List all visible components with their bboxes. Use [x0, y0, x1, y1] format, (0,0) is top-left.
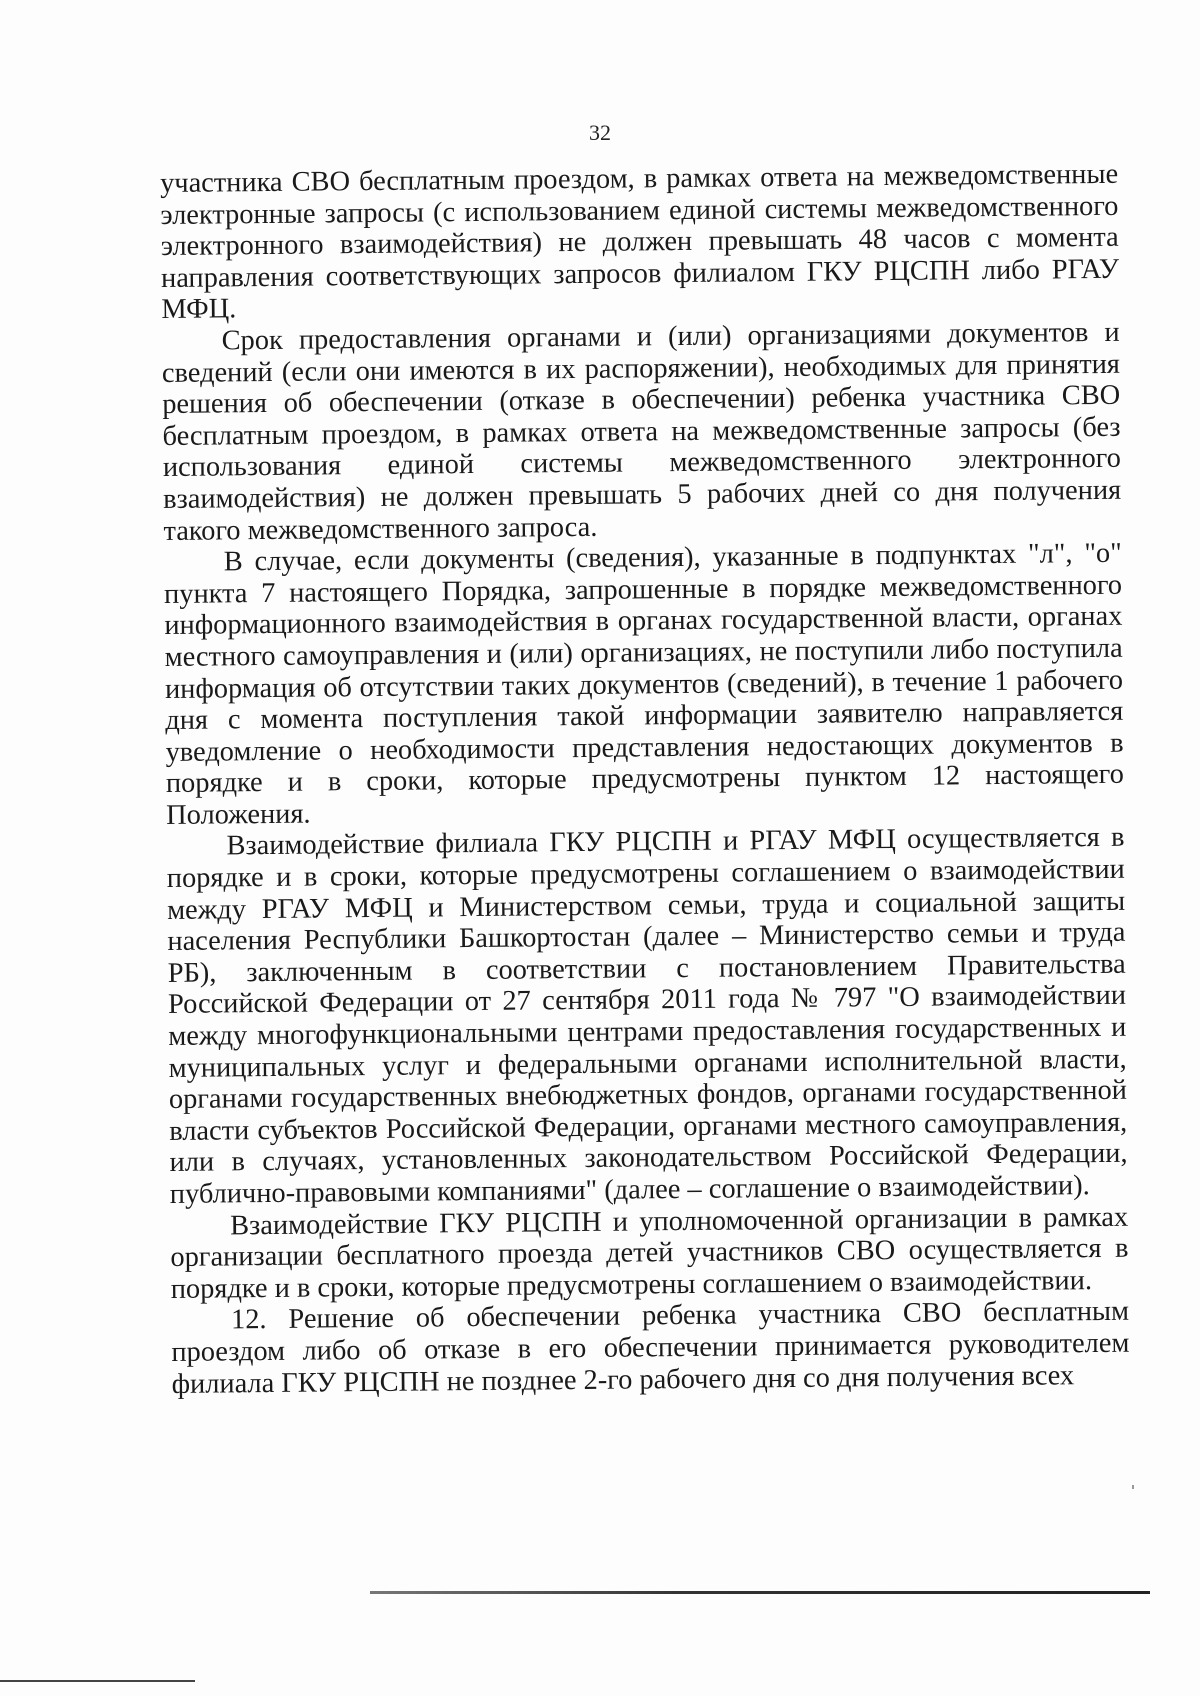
- scan-edge-line-bottom: [0, 1680, 195, 1682]
- document-body: [160, 159, 1130, 1400]
- scan-speck: [1132, 1485, 1134, 1489]
- paragraph-missing-documents: В случае, если документы (сведения), указанные в подпунктах "л", "о" пункта 7 настоящего Порядка, запрошенные в порядке межведомственного информационного взаимодействия в органах государственной власти, органах местного самоуправления и (или) организациях, не поступили либо поступила информация об отсутствии таких документов (сведений), в течение 1 рабочего дня с момента поступления такой информации заявителю направляется уведомление о необходимости представления недостающих документов в порядке и в сроки, которые предусмотрены пунктом 12 настоящего Положения.: [163, 537, 1125, 831]
- page-number: 32: [589, 120, 611, 145]
- paragraph-deadline-no-smev: Срок предоставления органами и (или) организациями документов и сведений (если они имеются в их распоряжении), необходимых для принятия решения об обеспечении (отказе в обеспечении) ребенка участника СВО бесплатным проездом, в рамках ответа на межведомственные запросы (без использования единой системы межведомственного электронного взаимодействия) не должен превышать 5 рабочих дней со дня получения такого межведомственного запроса.: [161, 316, 1122, 547]
- scan-edge-line: [370, 1591, 1150, 1594]
- paragraph-item-12: 12. Решение об обеспечении ребенка участника СВО бесплатным проездом либо об отказе в его обеспечении принимается руководителем филиала ГКУ РЦСПН не позднее 2-го рабочего дня со дня получения всех: [171, 1296, 1130, 1400]
- paragraph-authorized-organization: Взаимодействие ГКУ РЦСПН и уполномоченной организации в рамках организации бесплатного проезда детей участников СВО осуществляется в порядке и в сроки, которые предусмотрены соглашением о взаимодействии.: [170, 1201, 1129, 1305]
- paragraph-mfc-interaction: Взаимодействие филиала ГКУ РЦСПН и РГАУ МФЦ осуществляется в порядке и в сроки, которые предусмотрены соглашением о взаимодействии между РГАУ МФЦ и Министерством семьи, труда и социальной защиты населения Республики Башкортостан (далее – Министерство семьи и труда РБ), заключенным в соответствии с постановлением Правительства Российской Федерации от 27 сентября 2011 года № 797 "О взаимодействии между многофункциональными центрами предоставления государственных и муниципальных услуг и федеральными органами исполнительной власти, органами государственных внебюджетных фондов, органами государственной власти субъектов Российской Федерации, органами местного самоуправления, или в случаях, установленных законодательством Российской Федерации, публично-правовыми компаниями" (далее – соглашение о взаимодействии).: [166, 822, 1128, 1210]
- paragraph-continuation: участника СВО бесплатным проездом, в рамках ответа на межведомственные электронные запросы (с использованием единой системы межведомственного электронного взаимодействия) не должен превышать 48 часов с момента направления соответствующих запросов филиалом ГКУ РЦСПН либо РГАУ МФЦ.: [160, 158, 1120, 326]
